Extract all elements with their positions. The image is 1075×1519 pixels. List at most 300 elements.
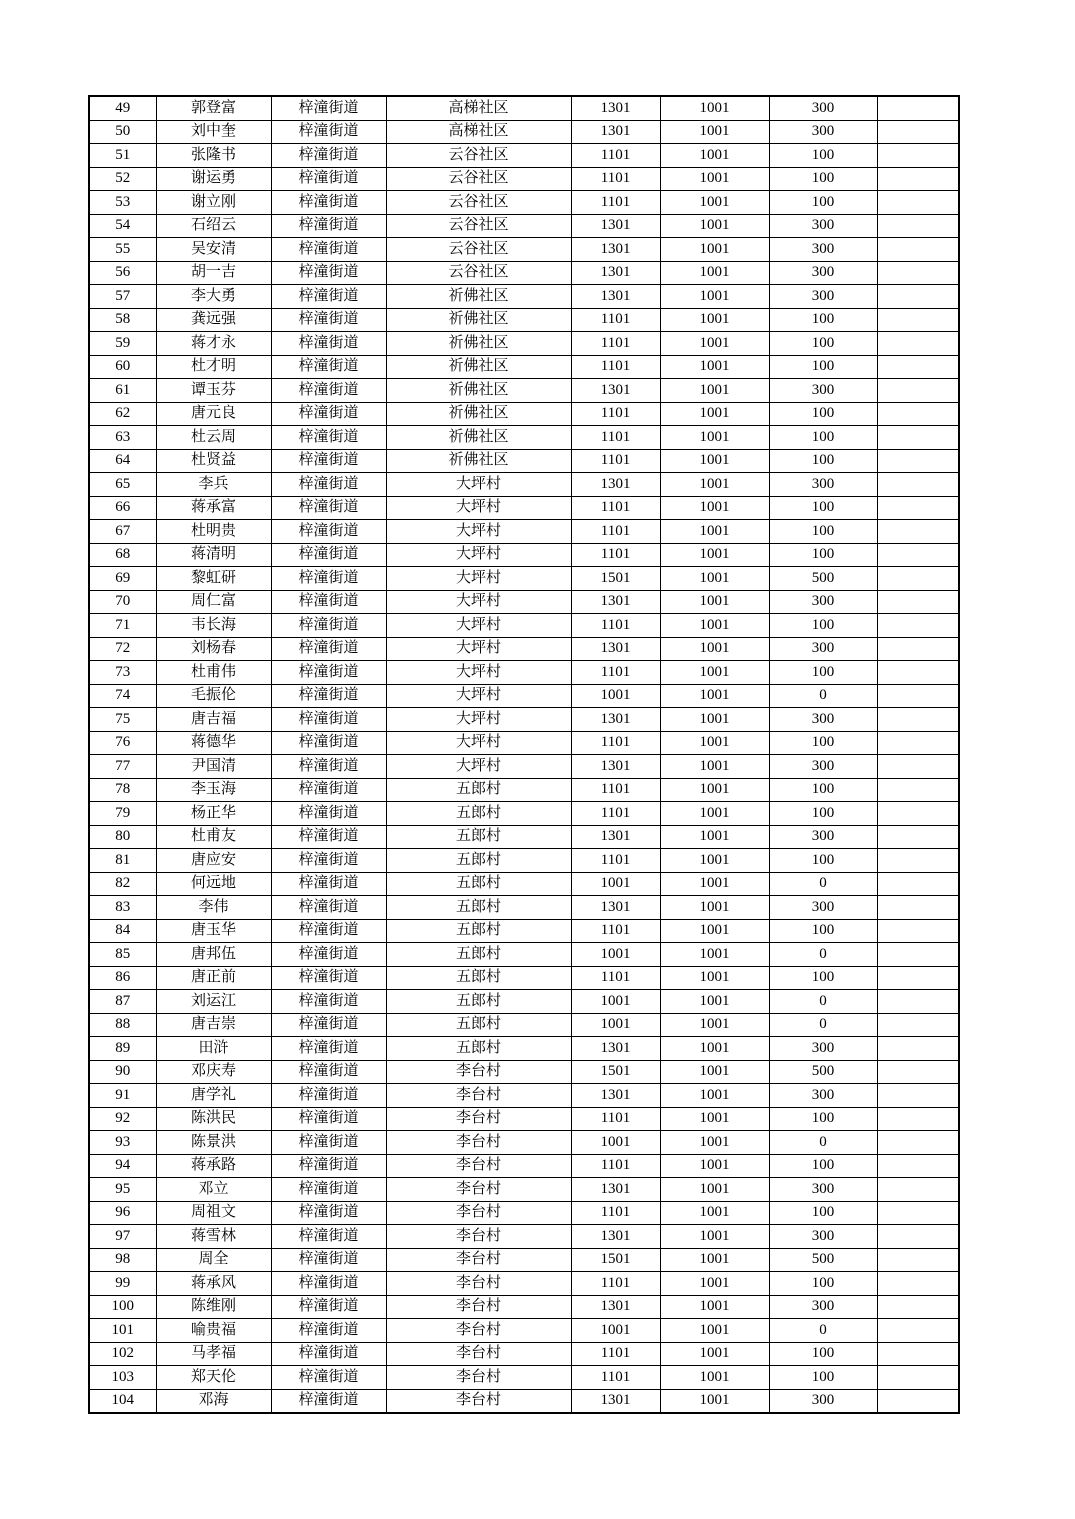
cell: 100	[769, 167, 877, 191]
cell: 高梯社区	[386, 120, 571, 144]
cell	[877, 520, 959, 544]
cell: 1301	[571, 1295, 660, 1319]
cell: 石绍云	[156, 214, 271, 238]
cell: 1501	[571, 1248, 660, 1272]
table-row	[89, 825, 959, 849]
table-row	[89, 896, 959, 920]
cell: 1001	[660, 1295, 769, 1319]
cell: 1001	[660, 1178, 769, 1202]
cell: 99	[89, 1272, 156, 1296]
cell: 1001	[660, 426, 769, 450]
cell	[877, 496, 959, 520]
cell: 蒋德华	[156, 731, 271, 755]
cell: 1001	[660, 966, 769, 990]
cell: 100	[769, 426, 877, 450]
cell: 1101	[571, 520, 660, 544]
cell: 何远地	[156, 872, 271, 896]
table-row	[89, 214, 959, 238]
table-row	[89, 872, 959, 896]
cell: 毛振伦	[156, 684, 271, 708]
cell: 100	[769, 1342, 877, 1366]
cell: 1001	[660, 1013, 769, 1037]
cell	[877, 1342, 959, 1366]
records-table	[88, 95, 960, 1414]
cell: 梓潼街道	[271, 567, 386, 591]
cell: 云谷社区	[386, 261, 571, 285]
cell: 1301	[571, 755, 660, 779]
table-row	[89, 1178, 959, 1202]
cell: 1001	[660, 144, 769, 168]
cell: 300	[769, 285, 877, 309]
cell: 0	[769, 1319, 877, 1343]
cell	[877, 1178, 959, 1202]
cell: 梓潼街道	[271, 755, 386, 779]
cell: 1001	[660, 661, 769, 685]
cell: 祈佛社区	[386, 355, 571, 379]
table-row	[89, 1013, 959, 1037]
cell: 大坪村	[386, 708, 571, 732]
cell: 84	[89, 919, 156, 943]
cell: 尹国清	[156, 755, 271, 779]
cell: 刘运江	[156, 990, 271, 1014]
cell	[877, 943, 959, 967]
cell: 邓立	[156, 1178, 271, 1202]
table-row	[89, 1248, 959, 1272]
cell: 94	[89, 1154, 156, 1178]
cell: 1001	[660, 543, 769, 567]
cell: 100	[769, 802, 877, 826]
cell: 1001	[660, 238, 769, 262]
cell: 五郎村	[386, 1037, 571, 1061]
cell: 大坪村	[386, 661, 571, 685]
cell	[877, 1107, 959, 1131]
cell	[877, 96, 959, 120]
cell: 82	[89, 872, 156, 896]
table-row	[89, 943, 959, 967]
cell: 300	[769, 473, 877, 497]
cell: 1101	[571, 919, 660, 943]
cell: 1101	[571, 496, 660, 520]
cell: 1001	[660, 1272, 769, 1296]
cell: 1001	[660, 896, 769, 920]
cell	[877, 1131, 959, 1155]
cell: 大坪村	[386, 755, 571, 779]
table-row	[89, 731, 959, 755]
cell: 杜才明	[156, 355, 271, 379]
cell: 梓潼街道	[271, 896, 386, 920]
cell: 58	[89, 308, 156, 332]
cell: 102	[89, 1342, 156, 1366]
cell: 1101	[571, 1107, 660, 1131]
cell: 唐学礼	[156, 1084, 271, 1108]
cell: 1001	[660, 1201, 769, 1225]
cell: 梓潼街道	[271, 943, 386, 967]
cell: 96	[89, 1201, 156, 1225]
table-row	[89, 661, 959, 685]
cell	[877, 332, 959, 356]
cell: 300	[769, 238, 877, 262]
cell: 87	[89, 990, 156, 1014]
cell	[877, 543, 959, 567]
cell: 喻贵福	[156, 1319, 271, 1343]
table-row	[89, 1154, 959, 1178]
cell: 59	[89, 332, 156, 356]
cell: 61	[89, 379, 156, 403]
cell: 五郎村	[386, 966, 571, 990]
cell: 1001	[660, 919, 769, 943]
cell: 李台村	[386, 1248, 571, 1272]
cell: 云谷社区	[386, 238, 571, 262]
table-row	[89, 261, 959, 285]
cell: 81	[89, 849, 156, 873]
cell	[877, 896, 959, 920]
cell: 1001	[660, 637, 769, 661]
cell: 梓潼街道	[271, 684, 386, 708]
cell: 72	[89, 637, 156, 661]
cell	[877, 238, 959, 262]
cell: 梓潼街道	[271, 966, 386, 990]
cell: 1001	[660, 872, 769, 896]
cell: 云谷社区	[386, 214, 571, 238]
cell: 300	[769, 96, 877, 120]
cell: 1301	[571, 96, 660, 120]
cell: 1001	[660, 261, 769, 285]
cell: 1001	[660, 1084, 769, 1108]
table-row	[89, 191, 959, 215]
cell: 五郎村	[386, 896, 571, 920]
cell: 梓潼街道	[271, 1295, 386, 1319]
cell: 1101	[571, 402, 660, 426]
cell: 500	[769, 1248, 877, 1272]
cell: 1101	[571, 308, 660, 332]
table-row	[89, 567, 959, 591]
cell: 1001	[660, 1366, 769, 1390]
cell: 大坪村	[386, 684, 571, 708]
cell: 300	[769, 1389, 877, 1413]
cell: 0	[769, 990, 877, 1014]
cell: 100	[769, 520, 877, 544]
cell: 97	[89, 1225, 156, 1249]
cell: 300	[769, 1037, 877, 1061]
cell: 1001	[660, 191, 769, 215]
cell: 1001	[660, 1037, 769, 1061]
cell: 1001	[660, 1154, 769, 1178]
cell: 李台村	[386, 1201, 571, 1225]
cell: 1001	[660, 1131, 769, 1155]
table-row	[89, 1272, 959, 1296]
cell: 梓潼街道	[271, 778, 386, 802]
cell: 1301	[571, 1389, 660, 1413]
cell: 五郎村	[386, 802, 571, 826]
table-row	[89, 96, 959, 120]
cell: 邓海	[156, 1389, 271, 1413]
table-row	[89, 637, 959, 661]
cell	[877, 261, 959, 285]
cell	[877, 379, 959, 403]
cell: 1501	[571, 567, 660, 591]
cell: 1001	[660, 214, 769, 238]
cell: 100	[769, 308, 877, 332]
cell: 梓潼街道	[271, 379, 386, 403]
cell: 刘杨春	[156, 637, 271, 661]
cell: 马孝福	[156, 1342, 271, 1366]
cell: 1101	[571, 167, 660, 191]
cell	[877, 1225, 959, 1249]
cell: 300	[769, 261, 877, 285]
cell: 1301	[571, 637, 660, 661]
cell: 大坪村	[386, 614, 571, 638]
cell: 1001	[571, 872, 660, 896]
table-row	[89, 990, 959, 1014]
cell: 100	[769, 1107, 877, 1131]
cell: 杨正华	[156, 802, 271, 826]
cell: 57	[89, 285, 156, 309]
table-row	[89, 614, 959, 638]
cell: 周祖文	[156, 1201, 271, 1225]
cell: 梓潼街道	[271, 191, 386, 215]
cell: 祈佛社区	[386, 285, 571, 309]
cell: 300	[769, 896, 877, 920]
cell: 1101	[571, 1366, 660, 1390]
cell: 300	[769, 825, 877, 849]
cell	[877, 1084, 959, 1108]
cell: 梓潼街道	[271, 1013, 386, 1037]
table-row	[89, 543, 959, 567]
cell: 1001	[660, 1389, 769, 1413]
cell: 唐吉崇	[156, 1013, 271, 1037]
cell: 周仁富	[156, 590, 271, 614]
cell: 李伟	[156, 896, 271, 920]
cell: 1301	[571, 285, 660, 309]
cell: 龚远强	[156, 308, 271, 332]
table-row	[89, 496, 959, 520]
cell: 梓潼街道	[271, 825, 386, 849]
cell: 300	[769, 379, 877, 403]
cell: 1001	[660, 755, 769, 779]
cell: 大坪村	[386, 731, 571, 755]
cell: 300	[769, 637, 877, 661]
cell: 梓潼街道	[271, 731, 386, 755]
cell: 66	[89, 496, 156, 520]
table-row	[89, 1319, 959, 1343]
cell: 65	[89, 473, 156, 497]
cell: 梓潼街道	[271, 402, 386, 426]
cell: 梓潼街道	[271, 144, 386, 168]
cell: 1101	[571, 849, 660, 873]
cell: 梓潼街道	[271, 332, 386, 356]
cell: 蒋才永	[156, 332, 271, 356]
cell: 云谷社区	[386, 144, 571, 168]
cell: 梓潼街道	[271, 308, 386, 332]
cell: 祈佛社区	[386, 449, 571, 473]
cell: 1101	[571, 332, 660, 356]
cell: 唐玉华	[156, 919, 271, 943]
cell: 1301	[571, 379, 660, 403]
cell	[877, 449, 959, 473]
table-row	[89, 684, 959, 708]
cell: 91	[89, 1084, 156, 1108]
cell: 1101	[571, 144, 660, 168]
cell: 1001	[660, 1225, 769, 1249]
cell: 0	[769, 872, 877, 896]
table-row	[89, 755, 959, 779]
cell: 89	[89, 1037, 156, 1061]
cell: 100	[769, 496, 877, 520]
table-row	[89, 238, 959, 262]
cell: 梓潼街道	[271, 96, 386, 120]
cell: 大坪村	[386, 543, 571, 567]
cell: 50	[89, 120, 156, 144]
cell: 谢运勇	[156, 167, 271, 191]
cell: 100	[769, 1272, 877, 1296]
cell: 1001	[571, 943, 660, 967]
cell: 300	[769, 708, 877, 732]
cell: 五郎村	[386, 849, 571, 873]
cell: 1101	[571, 1272, 660, 1296]
cell: 54	[89, 214, 156, 238]
cell: 邓庆寿	[156, 1060, 271, 1084]
cell: 李台村	[386, 1131, 571, 1155]
cell: 83	[89, 896, 156, 920]
cell: 100	[769, 614, 877, 638]
cell: 100	[769, 449, 877, 473]
cell: 祈佛社区	[386, 308, 571, 332]
cell: 1001	[660, 379, 769, 403]
cell: 1301	[571, 590, 660, 614]
cell: 100	[769, 849, 877, 873]
cell: 1101	[571, 191, 660, 215]
cell: 五郎村	[386, 1013, 571, 1037]
cell: 祈佛社区	[386, 379, 571, 403]
cell: 78	[89, 778, 156, 802]
cell: 谢立刚	[156, 191, 271, 215]
cell: 1001	[660, 1342, 769, 1366]
table-row	[89, 355, 959, 379]
cell: 1001	[660, 614, 769, 638]
cell: 1001	[660, 402, 769, 426]
cell	[877, 1037, 959, 1061]
cell: 梓潼街道	[271, 355, 386, 379]
cell: 梓潼街道	[271, 1225, 386, 1249]
cell: 杜明贵	[156, 520, 271, 544]
cell: 梓潼街道	[271, 849, 386, 873]
cell	[877, 755, 959, 779]
cell: 梓潼街道	[271, 802, 386, 826]
cell: 1101	[571, 355, 660, 379]
cell: 1101	[571, 966, 660, 990]
cell: 67	[89, 520, 156, 544]
cell	[877, 825, 959, 849]
table-body	[89, 96, 959, 1413]
cell: 大坪村	[386, 567, 571, 591]
cell: 梓潼街道	[271, 1366, 386, 1390]
cell: 梓潼街道	[271, 1131, 386, 1155]
cell: 梓潼街道	[271, 637, 386, 661]
table-row	[89, 1060, 959, 1084]
cell: 郭登富	[156, 96, 271, 120]
cell	[877, 191, 959, 215]
cell: 60	[89, 355, 156, 379]
cell: 田浒	[156, 1037, 271, 1061]
cell: 梓潼街道	[271, 520, 386, 544]
cell: 1001	[660, 496, 769, 520]
cell	[877, 872, 959, 896]
cell: 梓潼街道	[271, 1248, 386, 1272]
cell: 1001	[660, 1107, 769, 1131]
cell: 1001	[660, 1248, 769, 1272]
cell: 77	[89, 755, 156, 779]
cell: 高梯社区	[386, 96, 571, 120]
cell: 100	[769, 1201, 877, 1225]
cell: 梓潼街道	[271, 167, 386, 191]
cell	[877, 849, 959, 873]
cell: 陈景洪	[156, 1131, 271, 1155]
cell	[877, 637, 959, 661]
table-row	[89, 520, 959, 544]
table-row	[89, 1084, 959, 1108]
cell	[877, 144, 959, 168]
cell: 100	[769, 144, 877, 168]
cell: 李台村	[386, 1389, 571, 1413]
cell: 1001	[660, 943, 769, 967]
cell: 86	[89, 966, 156, 990]
cell: 李大勇	[156, 285, 271, 309]
cell: 1001	[660, 731, 769, 755]
cell: 500	[769, 567, 877, 591]
cell: 1001	[660, 96, 769, 120]
cell: 100	[769, 355, 877, 379]
cell: 梓潼街道	[271, 1060, 386, 1084]
cell: 梓潼街道	[271, 543, 386, 567]
cell: 100	[89, 1295, 156, 1319]
cell: 五郎村	[386, 825, 571, 849]
cell: 李台村	[386, 1342, 571, 1366]
cell: 1001	[660, 285, 769, 309]
cell: 76	[89, 731, 156, 755]
cell: 1301	[571, 1037, 660, 1061]
cell: 300	[769, 590, 877, 614]
cell: 祈佛社区	[386, 402, 571, 426]
cell: 梓潼街道	[271, 120, 386, 144]
cell: 1301	[571, 473, 660, 497]
cell: 100	[769, 1154, 877, 1178]
cell	[877, 1154, 959, 1178]
cell: 李台村	[386, 1154, 571, 1178]
cell: 梓潼街道	[271, 285, 386, 309]
cell	[877, 473, 959, 497]
cell: 大坪村	[386, 590, 571, 614]
cell	[877, 1295, 959, 1319]
cell: 1001	[660, 473, 769, 497]
cell: 梓潼街道	[271, 1319, 386, 1343]
cell: 李台村	[386, 1084, 571, 1108]
table-row	[89, 802, 959, 826]
cell: 唐元良	[156, 402, 271, 426]
cell: 梓潼街道	[271, 872, 386, 896]
cell: 100	[769, 543, 877, 567]
table-row	[89, 1201, 959, 1225]
cell: 49	[89, 96, 156, 120]
table-row	[89, 285, 959, 309]
cell: 69	[89, 567, 156, 591]
cell: 1001	[660, 1319, 769, 1343]
cell: 梓潼街道	[271, 1154, 386, 1178]
cell: 1001	[660, 332, 769, 356]
cell: 300	[769, 1295, 877, 1319]
cell: 73	[89, 661, 156, 685]
cell: 李台村	[386, 1178, 571, 1202]
cell: 100	[769, 402, 877, 426]
